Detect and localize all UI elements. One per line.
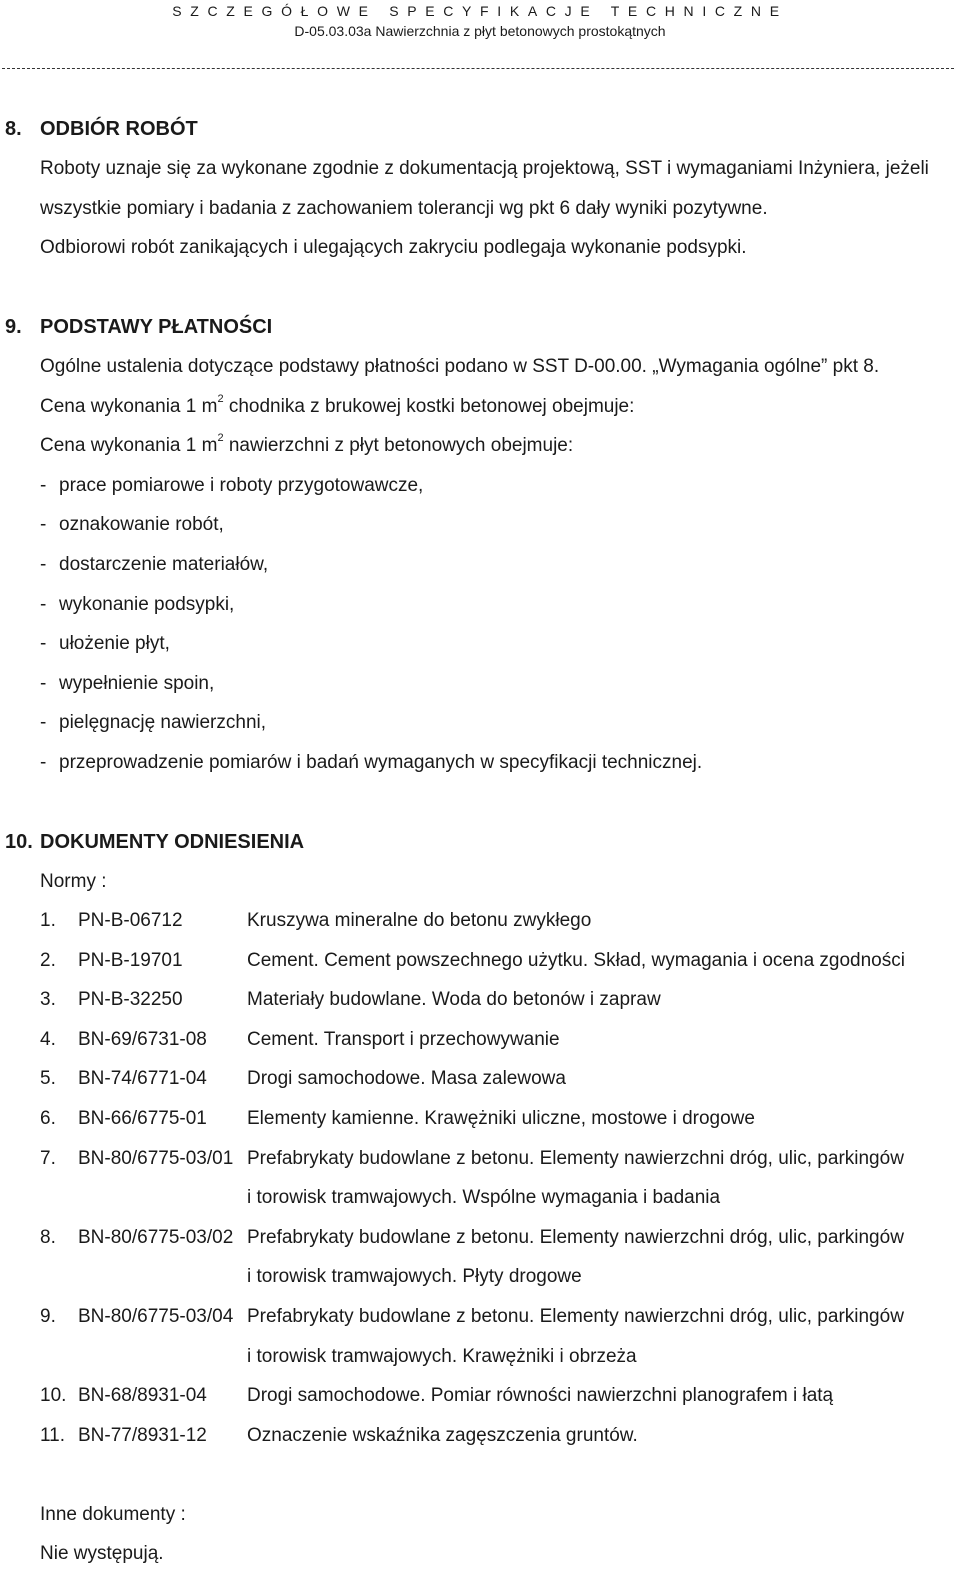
list-item: - prace pomiarowe i roboty przygotowawcze, <box>40 475 424 496</box>
section-9-general: Ogólne ustalenia dotyczące podstawy płatności podano w SST D-00.00. „Wymagania ogólne” pkt 8. <box>40 356 880 377</box>
header-title: SZCZEGÓŁOWE SPECYFIKACJE TECHNICZNE <box>172 3 788 19</box>
price-text: Cena wykonania 1 m <box>40 435 218 456</box>
price-text: chodnika z brukowej kostki betonowej obejmuje: <box>223 396 635 417</box>
norm-row-continuation: i torowisk tramwajowych. Wspólne wymagania i badania <box>247 1187 721 1208</box>
list-item: - ułożenie płyt, <box>40 633 170 654</box>
header-subtitle: D-05.03.03a Nawierzchnia z płyt betonowych prostokątnych <box>294 23 666 39</box>
section-10-title: DOKUMENTY ODNIESIENIA <box>40 831 305 853</box>
norm-row: 1. PN-B-06712 Kruszywa mineralne do betonu zwykłego <box>40 910 592 931</box>
superscript: 2 <box>217 393 224 405</box>
list-item: - wypełnienie spoin, <box>40 673 215 694</box>
price-pavement-line <box>40 432 574 457</box>
norm-row: 10. BN-68/8931-04 Drogi samochodowe. Pomiar równości nawierzchni planografem i łatą <box>40 1385 834 1406</box>
section-8-title: ODBIÓR ROBÓT <box>40 118 198 140</box>
list-item: - oznakowanie robót, <box>40 514 224 535</box>
norm-row-continuation: i torowisk tramwajowych. Krawężniki i obrzeża <box>247 1346 637 1367</box>
norm-row: 8. BN-80/6775-03/02 Prefabrykaty budowlane z betonu. Elementy nawierzchni dróg, ulic, parkingów <box>40 1227 904 1248</box>
section-10-number: 10. <box>5 831 33 853</box>
price-text: nawierzchni z płyt betonowych obejmuje: <box>223 435 574 456</box>
section-9-number: 9. <box>5 316 22 338</box>
list-item: - wykonanie podsypki, <box>40 594 235 615</box>
list-item: - przeprowadzenie pomiarów i badań wymaganych w specyfikacji technicznej. <box>40 752 703 773</box>
section-8-line: Odbiorowi robót zanikających i ulegających zakryciu podlegaja wykonanie podsypki. <box>40 237 747 258</box>
norm-row: 11. BN-77/8931-12 Oznaczenie wskaźnika zagęszczenia gruntów. <box>40 1425 638 1446</box>
other-documents-value: Nie występują. <box>40 1543 164 1564</box>
norm-row-continuation: i torowisk tramwajowych. Płyty drogowe <box>247 1266 582 1287</box>
price-text: Cena wykonania 1 m <box>40 396 218 417</box>
norm-row: 4. BN-69/6731-08 Cement. Transport i przechowywanie <box>40 1029 560 1050</box>
section-8-line: wszystkie pomiary i badania z zachowaniem tolerancji wg pkt 6 dały wyniki pozytywne. <box>40 198 768 219</box>
norm-row: 6. BN-66/6775-01 Elementy kamienne. Krawężniki uliczne, mostowe i drogowe <box>40 1108 755 1129</box>
section-9-title: PODSTAWY PŁATNOŚCI <box>40 316 273 338</box>
price-sidewalk-line <box>40 393 635 418</box>
other-documents-label: Inne dokumenty : <box>40 1504 186 1525</box>
section-8-number: 8. <box>5 118 22 140</box>
norm-row: 2. PN-B-19701 Cement. Cement powszechnego użytku. Skład, wymagania i ocena zgodności <box>40 950 905 971</box>
norm-row: 5. BN-74/6771-04 Drogi samochodowe. Masa zalewowa <box>40 1068 566 1089</box>
norm-row: 3. PN-B-32250 Materiały budowlane. Woda do betonów i zapraw <box>40 989 661 1010</box>
superscript: 2 <box>217 432 224 444</box>
list-item: - dostarczenie materiałów, <box>40 554 269 575</box>
header-divider <box>2 68 954 69</box>
section-8-line: Roboty uznaje się za wykonane zgodnie z dokumentacją projektową, SST i wymaganiami Inżyniera, jeżeli <box>40 158 929 179</box>
norm-row: 9. BN-80/6775-03/04 Prefabrykaty budowlane z betonu. Elementy nawierzchni dróg, ulic, parkingów <box>40 1306 904 1327</box>
list-item: - pielęgnację nawierzchni, <box>40 712 267 733</box>
norm-row: 7. BN-80/6775-03/01 Prefabrykaty budowlane z betonu. Elementy nawierzchni dróg, ulic, parkingów <box>40 1148 904 1169</box>
norms-label: Normy : <box>40 871 107 892</box>
